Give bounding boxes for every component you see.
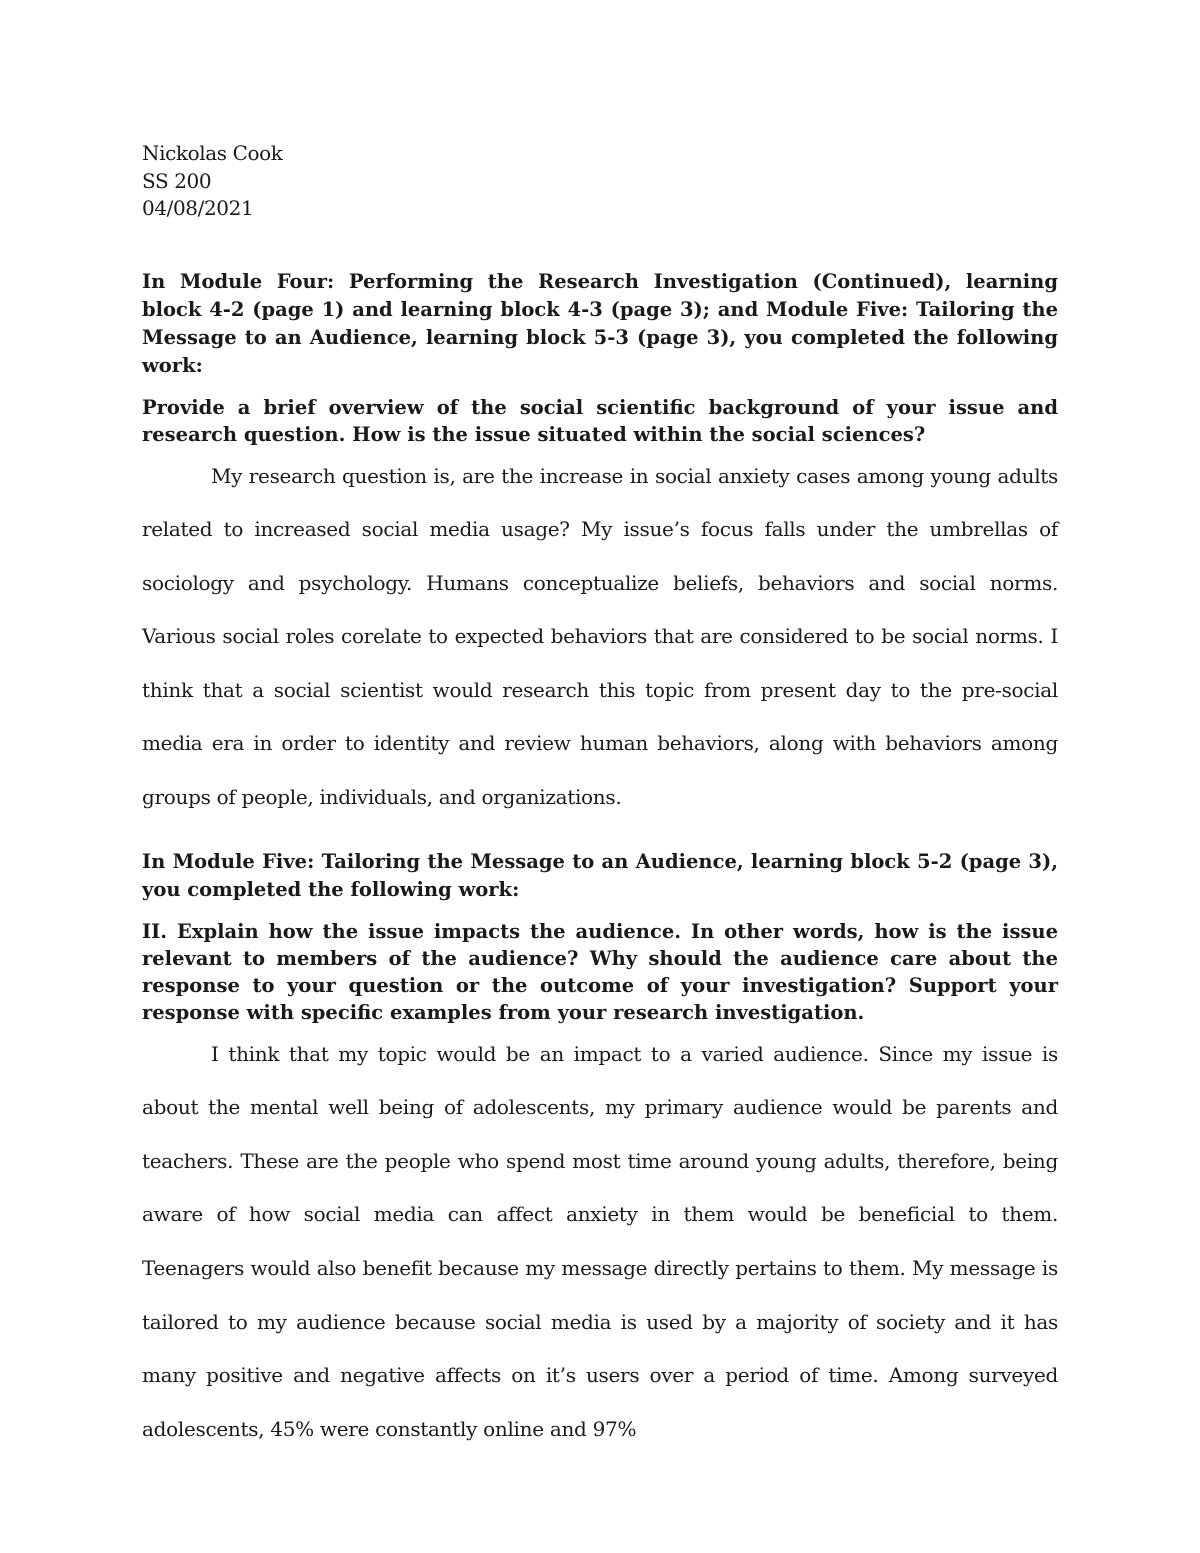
section2-answer: I think that my topic would be an impact to a varied audience. Since my issue is about the mental well being of adolescents, my primary audience would be parents and teachers. These are the people who spend most time around young adults, therefore, being aware of how social media can affect anxiety in them would be beneficial to them. Teenagers would also benefit because my message directly pertains to them. My message is tailored to my audience because social media is used by a majority of society and it has many positive and negative affects on it’s users over a period of time. Among surveyed adolescents, 45% were constantly online and 97% [142,1041,1058,1441]
section1-module-heading: In Module Four: Performing the Research Investigation (Continued), learning block 4-2 (page 1) and learning block 4-3 (page 3); and Module Five: Tailoring the Message to an Audience, learning block 5-3 (page 3), you completed the following work: [142,269,1058,377]
section1-prompt: Provide a brief overview of the social scientific background of your issue and research question. How is the issue situated within the social sciences? [142,395,1058,446]
section2-module-heading: In Module Five: Tailoring the Message to an Audience, learning block 5-2 (page 3), you completed the following work: [142,849,1058,901]
header-block [142,140,1058,223]
course-code: SS 200 [142,168,212,193]
document-date: 04/08/2021 [142,196,254,220]
document-page [142,140,1058,1456]
author-name: Nickolas Cook [142,141,283,165]
section1-answer: My research question is, are the increase in social anxiety cases among young adults related to increased social media usage? My issue’s focus falls under the umbrellas of sociology and psychology. Humans conceptualize beliefs, behaviors and social norms. Various social roles corelate to expected behaviors that are considered to be social norms. I think that a social scientist would research this topic from present day to the pre-social media era in order to identity and review human behaviors, along with behaviors among groups of people, individuals, and organizations. [142,463,1058,810]
section2-prompt: II. Explain how the issue impacts the audience. In other words, how is the issue relevant to members of the audience? Why should the audience care about the response to your question or the outcome of your investigation? Support your response with specific examples from your research investigation. [142,919,1058,1024]
